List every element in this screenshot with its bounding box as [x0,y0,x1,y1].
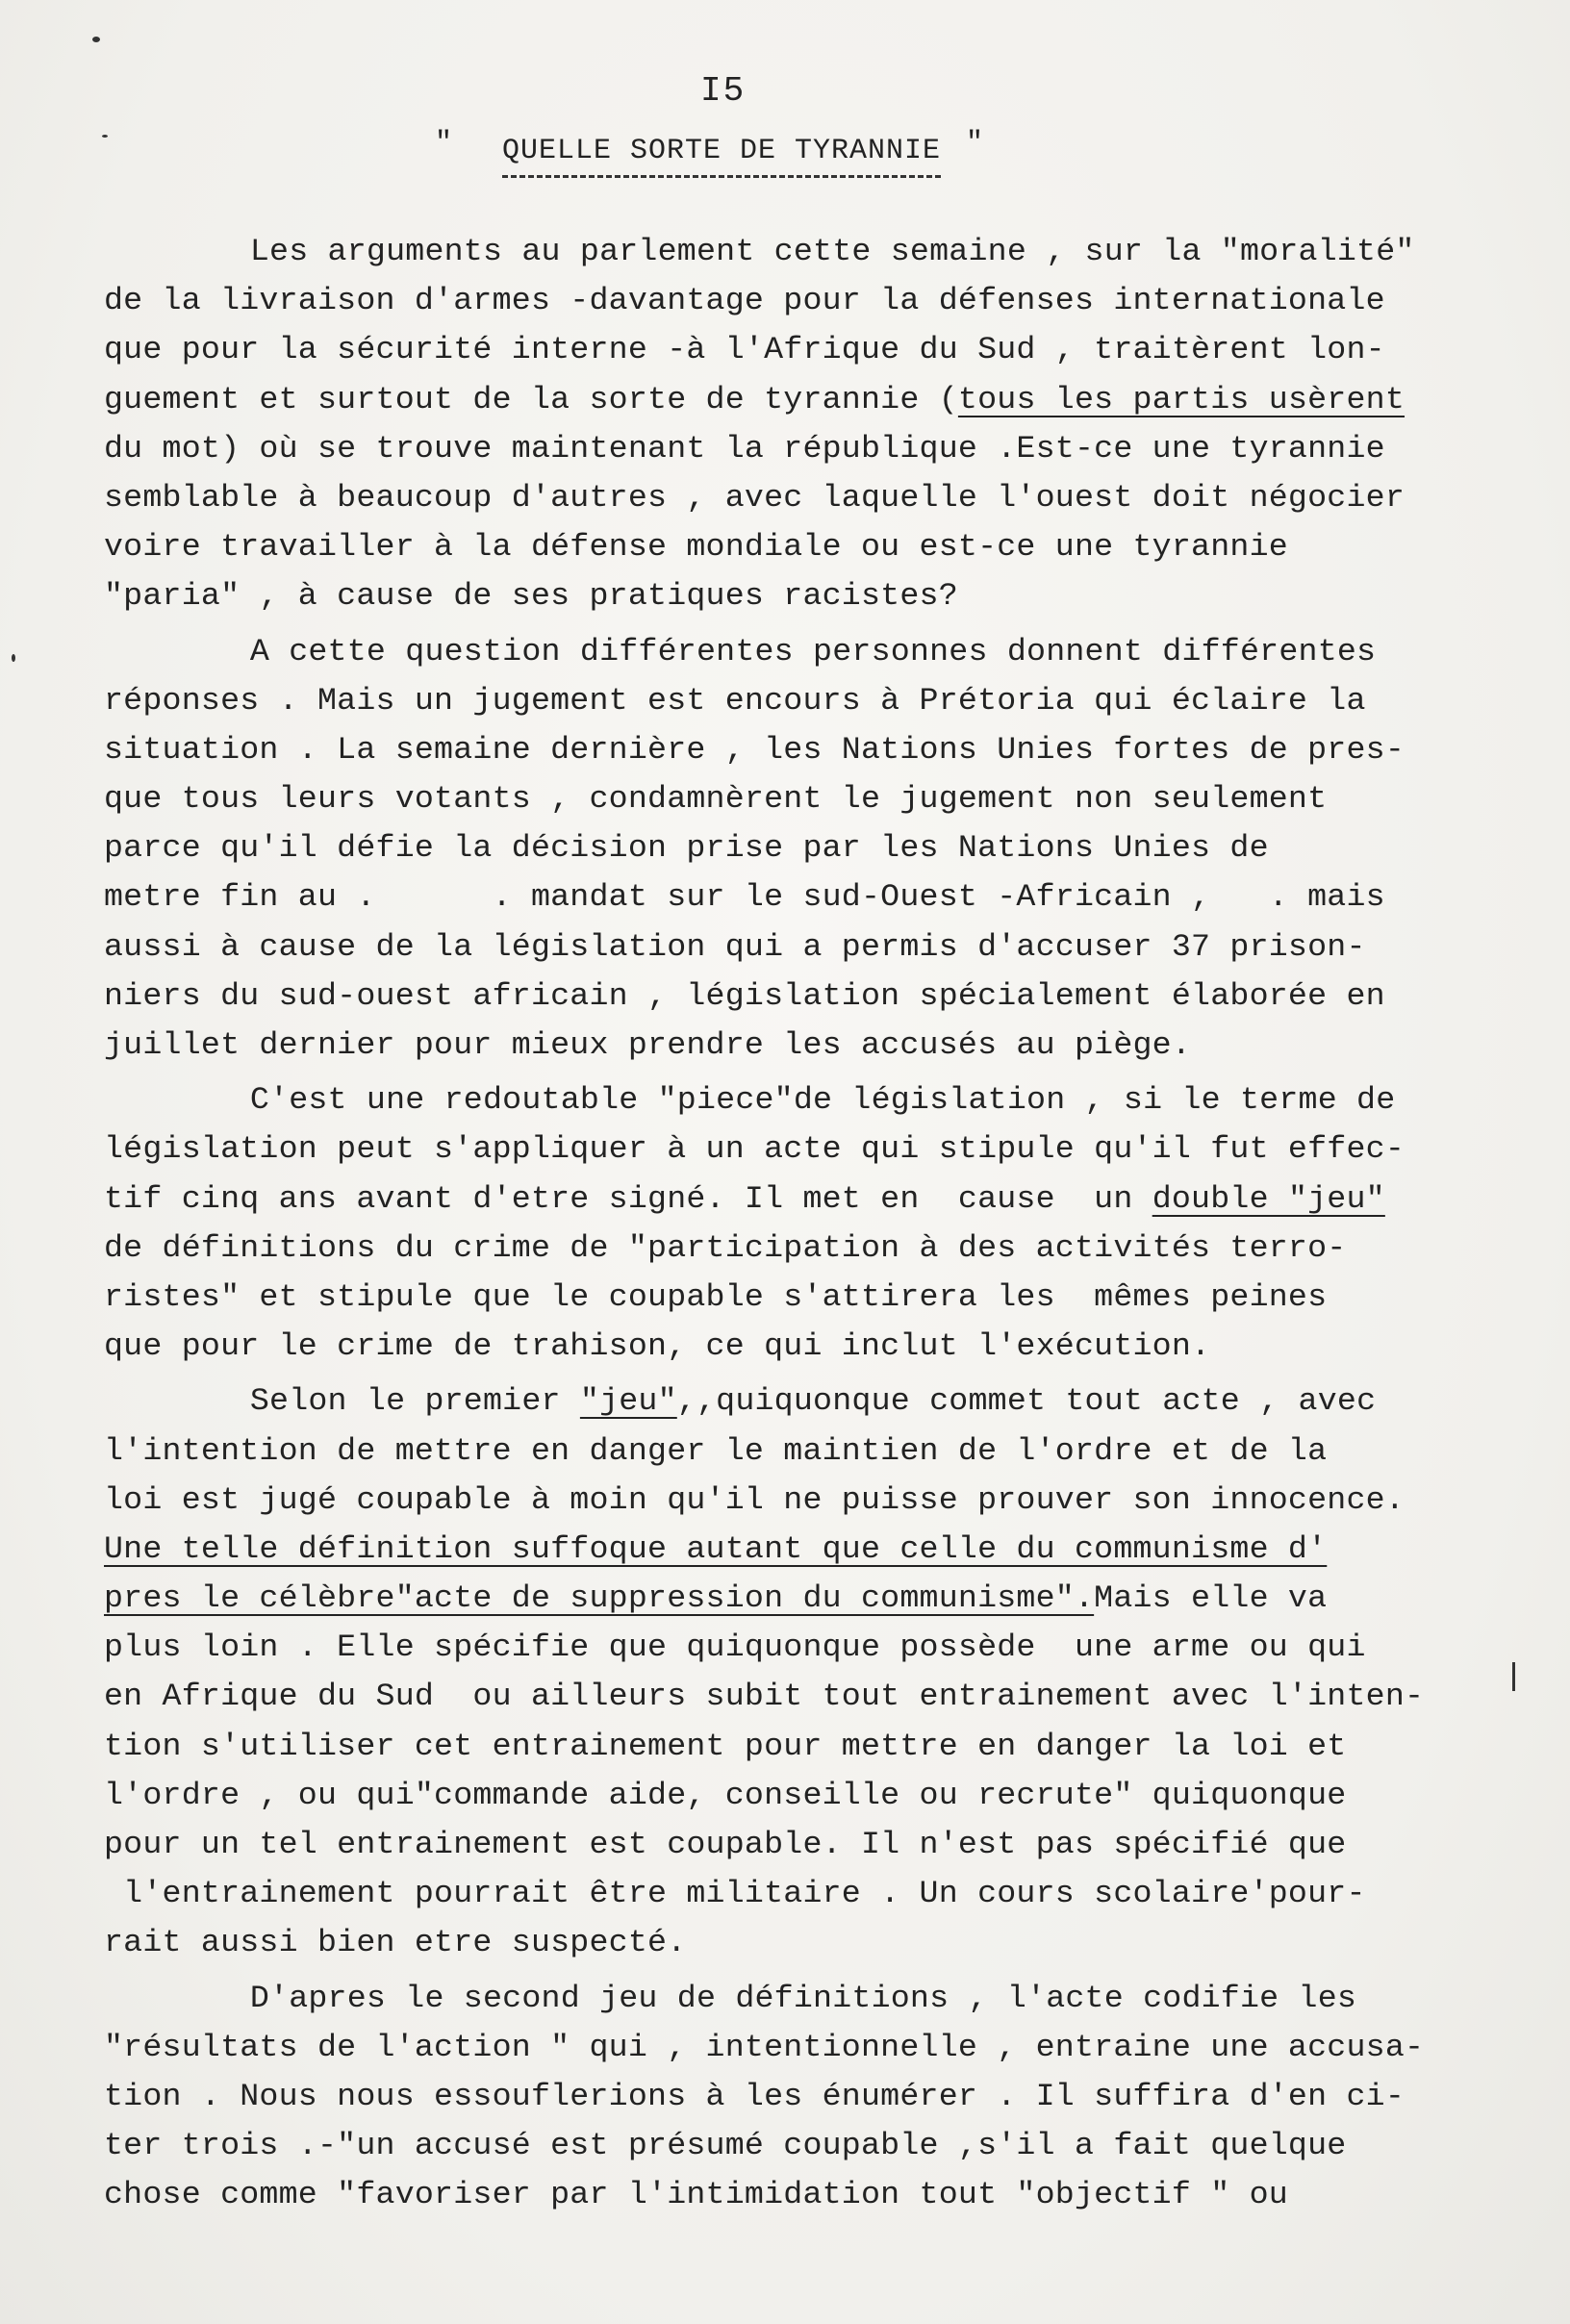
title-quote-close: " [966,127,984,160]
paragraph [104,1377,1470,1967]
title-block [423,135,1020,178]
text-line [104,1021,1525,1070]
line-text: Selon le premier [249,1383,580,1420]
text-line [104,1623,1525,1672]
paragraph [104,627,1470,1071]
line-text: tif cinq ans avant d'etre signé. Il met en cause un [104,1180,1152,1217]
text-line [104,1820,1525,1869]
line-text: juillet dernier pour mieux prendre les accusés au piège. [104,1027,1192,1063]
line-text: législation peut s'appliquer à un acte qui stipule qu'il fut effec- [104,1131,1405,1168]
text-line [104,823,1525,872]
underlined-text: Une telle définition suffoque autant que celle du communisme d' [104,1530,1328,1567]
line-text: que pour la sécurité interne -à l'Afrique du Sud , traitèrent lon- [104,332,1385,368]
line-text: chose comme "favoriser par l'intimidation tout "objectif " ou [104,2177,1288,2213]
line-text: "résultats de l'action " qui , intentionnelle , entraine une accusa- [104,2029,1425,2065]
text-line [104,1075,1525,1124]
line-text: l'entrainement pourrait être militaire . Un cours scolaire'pour- [104,1876,1366,1912]
line-text: rait aussi bien etre suspecté. [104,1925,687,1961]
line-text: situation . La semaine dernière , les Nations Unies fortes de pres- [104,731,1405,768]
line-text: Les arguments au parlement cette semaine , sur la "moralité" [249,234,1415,269]
page-title: QUELLE SORTE DE TYRANNIE [502,135,941,178]
text-line [104,325,1525,374]
ink-speck [102,135,108,138]
ink-speck [12,654,15,662]
line-text: que tous leurs votants , condamnèrent le jugement non seulement [104,781,1328,818]
title-quote-open: " [435,127,453,160]
text-line [104,676,1525,725]
line-text: ter trois .-"un accusé est présumé coupable ,s'il a fait quelque [104,2128,1347,2164]
line-text: aussi à cause de la législation qui a permis d'accuser 37 prison- [104,928,1366,965]
line-text: en Afrique du Sud ou ailleurs subit tout entrainement avec l'inten- [104,1679,1425,1715]
line-text: que pour le crime de trahison, ce qui inclut l'exécution. [104,1328,1211,1365]
text-line [104,2023,1525,2072]
line-text: Mais elle va [1094,1580,1328,1617]
text-line [104,872,1525,922]
line-text: A cette question différentes personnes donnent différentes [249,633,1377,669]
line-text: C'est une redoutable "piece"de législation , si le terme de [249,1082,1396,1119]
text-line [104,1722,1525,1771]
text-line [104,1322,1525,1371]
text-line [104,972,1525,1021]
text-line [104,227,1525,276]
text-line [104,1672,1525,1721]
text-line [104,1869,1525,1918]
text-line [104,2072,1525,2121]
text-line [104,1574,1525,1623]
text-line [104,1974,1525,2023]
line-text: niers du sud-ouest africain , législation spécialement élaborée en [104,977,1385,1014]
text-line [104,375,1525,424]
paragraph [104,1075,1470,1371]
line-text: "paria" , à cause de ses pratiques racistes? [104,578,958,615]
text-line [104,1476,1525,1525]
underlined-text: double "jeu" [1152,1180,1385,1217]
ink-speck [92,37,100,42]
text-line [104,2121,1525,2170]
text-line [104,1427,1525,1476]
line-text: parce qu'il défie la décision prise par les Nations Unies de [104,830,1269,867]
text-line [104,1273,1525,1322]
line-text: ristes" et stipule que le coupable s'attirera les mêmes peines [104,1278,1328,1315]
text-line [104,1224,1525,1273]
paragraph [104,1974,1470,2220]
line-text: ,,quiquonque commet tout acte , avec [676,1383,1377,1420]
page-number: I5 [700,71,747,111]
text-line [104,1124,1525,1174]
text-line [104,1525,1525,1574]
line-text: guement et surtout de la sorte de tyrannie ( [104,381,958,417]
text-line [104,473,1525,522]
article-body [104,227,1470,2226]
text-line [104,424,1525,473]
line-text: de la livraison d'armes -davantage pour la défenses internationale [104,283,1385,319]
text-line [104,276,1525,325]
underlined-text: tous les partis usèrent [957,381,1405,417]
underlined-text: pres le célèbre"acte de suppression du communisme". [104,1580,1095,1617]
text-line [104,2170,1525,2219]
text-line [104,1771,1525,1820]
line-text: D'apres le second jeu de définitions , l'acte codifie les [249,1980,1357,2016]
paragraph [104,227,1470,621]
line-text: loi est jugé coupable à moin qu'il ne puisse prouver son innocence. [104,1481,1405,1518]
line-text: pour un tel entrainement est coupable. Il n'est pas spécifié que [104,1827,1347,1862]
line-text: plus loin . Elle spécifie que quiquonque possède une arme ou qui [104,1629,1366,1666]
text-line [104,1175,1525,1224]
line-text: de définitions du crime de "participation à des activités terro- [104,1229,1347,1266]
text-line [104,922,1525,972]
text-line [104,522,1525,571]
text-line [104,774,1525,823]
line-text: l'intention de mettre en danger le maintien de l'ordre et de la [104,1432,1328,1469]
line-text: voire travailler à la défense mondiale ou est-ce une tyrannie [104,529,1288,566]
line-text: tion . Nous nous essouflerions à les énumérer . Il suffira d'en ci- [104,2078,1405,2114]
text-line [104,1377,1525,1426]
line-text: metre fin au . . mandat sur le sud-Ouest -Africain , . mais [104,879,1385,916]
line-text: tion s'utiliser cet entrainement pour mettre en danger la loi et [104,1728,1347,1764]
text-line [104,627,1525,676]
text-line [104,1918,1525,1967]
line-text: du mot) où se trouve maintenant la république .Est-ce une tyrannie [104,430,1385,467]
line-text: l'ordre , ou qui"commande aide, conseille ou recrute" quiquonque [104,1777,1347,1813]
paragraph-gap [104,2220,1470,2226]
text-line [104,571,1525,620]
line-text: semblable à beaucoup d'autres , avec laquelle l'ouest doit négocier [104,479,1405,516]
line-text: réponses . Mais un jugement est encours à Prétoria qui éclaire la [104,682,1366,719]
text-line [104,725,1525,774]
underlined-text: "jeu" [579,1383,677,1420]
